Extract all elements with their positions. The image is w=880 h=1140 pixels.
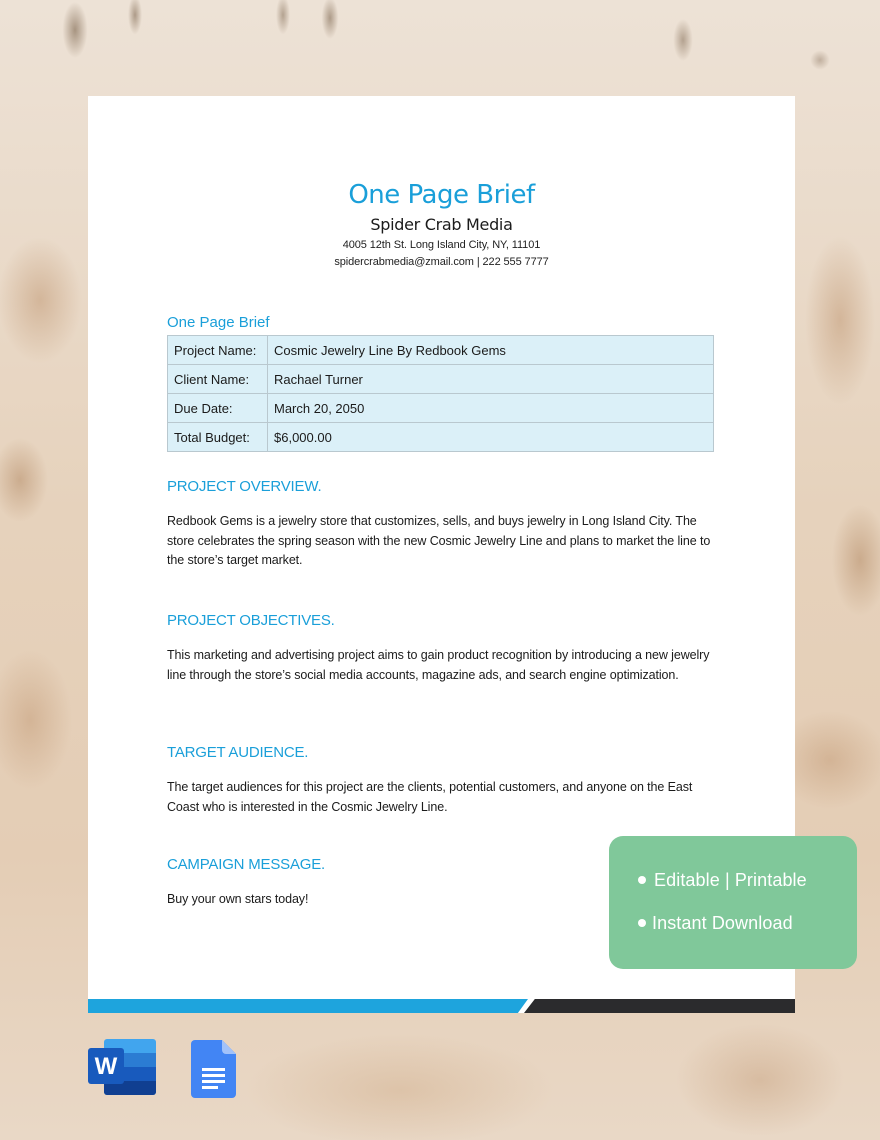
row-label: Client Name: xyxy=(168,365,268,394)
table-row xyxy=(168,365,714,394)
svg-text:W: W xyxy=(94,1053,118,1080)
brief-table-label: One Page Brief xyxy=(167,314,270,331)
section-body: Redbook Gems is a jewelry store that customizes, sells, and buys jewelry in Long Island City. The store celebrates the spring season with the new Cosmic Jewelry Line and plans to market the line to the store’s target market. xyxy=(167,514,711,568)
section-body: The target audiences for this project are the clients, potential customers, and anyone on the East Coast who is interested in the Cosmic Jewelry Line. xyxy=(167,780,693,814)
badge-item-download xyxy=(638,912,793,934)
footer-dark-stripe xyxy=(524,999,795,1013)
section-heading: CAMPAIGN MESSAGE. xyxy=(167,856,326,873)
row-value: Rachael Turner xyxy=(268,365,714,394)
document-header xyxy=(88,178,795,271)
bullet-icon xyxy=(638,919,646,927)
company-name: Spider Crab Media xyxy=(370,215,513,234)
row-value: March 20, 2050 xyxy=(268,394,714,423)
row-label: Total Budget: xyxy=(168,423,268,452)
section-body: This marketing and advertising project aims to gain product recognition by introducing a new jewelry line through the store’s social media accounts, magazine ads, and search engine optimization. xyxy=(167,648,710,682)
badge-item-label: Instant Download xyxy=(652,913,793,933)
word-icon[interactable] xyxy=(88,1037,158,1097)
section-body: Buy your own stars today! xyxy=(167,892,309,906)
row-value: $6,000.00 xyxy=(268,423,714,452)
brief-info-table xyxy=(167,335,714,452)
document-title: One Page Brief xyxy=(348,180,535,210)
section-heading: TARGET AUDIENCE. xyxy=(167,744,309,761)
company-contact: spidercrabmedia@zmail.com | 222 555 7777 xyxy=(334,256,549,268)
section-heading: PROJECT OBJECTIVES. xyxy=(167,612,335,629)
table-row xyxy=(168,394,714,423)
section-heading: PROJECT OVERVIEW. xyxy=(167,478,322,495)
google-docs-icon[interactable] xyxy=(191,1040,236,1098)
badge-item-label: Editable | Printable xyxy=(654,870,807,890)
row-value: Cosmic Jewelry Line By Redbook Gems xyxy=(268,336,714,365)
footer-bar xyxy=(88,999,795,1013)
section-target-audience xyxy=(167,744,727,817)
company-address: 4005 12th St. Long Island City, NY, 11101 xyxy=(342,239,541,251)
table-row xyxy=(168,423,714,452)
features-badge xyxy=(609,836,857,969)
row-label: Project Name: xyxy=(168,336,268,365)
bullet-icon xyxy=(638,876,646,884)
row-label: Due Date: xyxy=(168,394,268,423)
section-project-objectives xyxy=(167,612,727,685)
badge-item-editable xyxy=(638,869,807,891)
table-row xyxy=(168,336,714,365)
footer-blue-stripe xyxy=(88,999,528,1013)
section-project-overview xyxy=(167,478,727,571)
